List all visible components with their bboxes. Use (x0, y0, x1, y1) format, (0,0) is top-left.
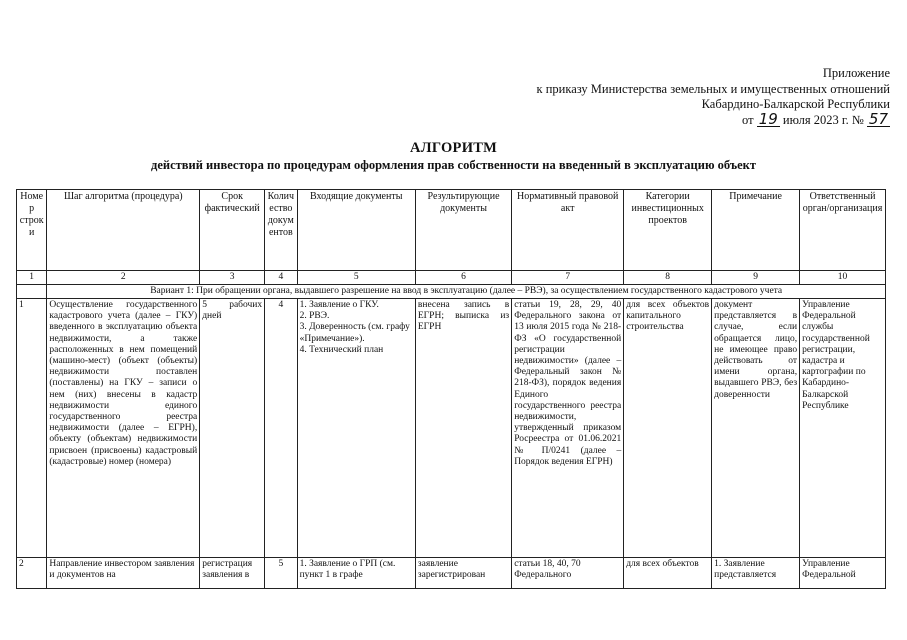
header-cell: Нормативный правовой акт (512, 190, 624, 271)
note-cell: документ представляется в случае, если обращается лицо, не имеющее право действовать от имени органа, выдавшего РВЭ, без доверенности (712, 299, 800, 558)
column-number: 8 (624, 271, 712, 285)
results-cell: заявление зарегистрирован (415, 558, 511, 589)
input-doc-item: 1. Заявление о ГРП (см. пункт 1 в графе (299, 559, 396, 581)
column-number: 1 (17, 271, 47, 285)
header-cell: Входящие документы (297, 190, 415, 271)
note-cell: 1. Заявление представляется (712, 558, 800, 589)
variant-row (17, 285, 886, 299)
act-cell: статьи 19, 28, 29, 40 Федерального закона от 13 июля 2015 года № 218-ФЗ «О государственной регистрации недвижимости» (далее – Федеральный закон № 218-ФЗ), порядок ведения Единого государственного реестра недвижимости, утвержденный приказом Росреестра от 01.06.2021 № П/0241 (далее – Порядок ведения ЕГРН) (512, 299, 624, 558)
input-doc-item: 4. Технический план (299, 344, 384, 355)
act-cell: статьи 18, 40, 70 Федерального (512, 558, 624, 589)
header-row (17, 190, 886, 271)
appendix-line-3: Кабардино-Балкарской Республики (701, 97, 890, 111)
column-number: 5 (297, 271, 415, 285)
date-rest: июля 2023 г. № (782, 112, 864, 127)
inputs-cell (297, 299, 415, 558)
appendix-line-1: Приложение (822, 66, 890, 80)
inputs-cell (297, 558, 415, 589)
input-doc-item: 2. РВЭ. (299, 311, 330, 322)
handwritten-day: 19 (758, 109, 778, 128)
table-row (17, 558, 886, 589)
header-cell: Шаг алгоритма (процедура) (47, 190, 200, 271)
column-number: 7 (512, 271, 624, 285)
header-cell: Ответственный орган/организация (800, 190, 886, 271)
appendix-line-2: к приказу Министерства земельных и имущественных отношений (536, 81, 890, 96)
column-number: 2 (47, 271, 200, 285)
count-cell: 5 (265, 558, 297, 589)
document-title: АЛГОРИТМ (409, 140, 498, 156)
input-doc-item: 3. Доверенность (см. графу «Примечание»). (299, 322, 410, 344)
org-cell: Управление Федеральной службы государственной регистрации, кадастра и картографии по Кабардино-Балкарской Республике (800, 299, 886, 558)
count-cell: 4 (265, 299, 297, 558)
appendix-date-line (470, 109, 890, 129)
org-cell: Управление Федеральной (800, 558, 886, 589)
document-subtitle: действий инвестора по процедурам оформления прав собственности на введенный в эксплуатацию объект (151, 158, 756, 172)
term-cell: 5 рабочих дней (200, 299, 265, 558)
column-number: 6 (415, 271, 511, 285)
column-number-row (17, 271, 886, 285)
category-cell: для всех объектов (624, 558, 712, 589)
row-number: 1 (17, 299, 47, 558)
header-cell: Количество документов (265, 190, 297, 271)
input-doc-item: 1. Заявление о ГКУ. (299, 300, 379, 310)
column-number: 3 (200, 271, 265, 285)
variant-empty-cell (17, 285, 47, 299)
header-cell: Категории инвестиционных проектов (624, 190, 712, 271)
handwritten-order-number: 57 (868, 109, 888, 128)
column-number: 10 (800, 271, 886, 285)
term-cell: регистрация заявления в (200, 558, 265, 589)
step-cell: Осуществление государственного кадастрового учета (далее – ГКУ) введенного в эксплуатацию объекта недвижимости, а также расположенных в нем помещений (машино-мест) (объект (объекты) недвижимости поставлен (поставлены) на ГКУ – записи о нем (них) внесены в кадастр недвижимости единого государственного реестра недвижимости (далее – ЕГРН), объекту (объектам) недвижимости присвоен (присвоены) кадастровый (кадастровые) номер (номера) (47, 299, 200, 558)
row-number: 2 (17, 558, 47, 589)
table-row (17, 299, 886, 558)
results-cell: внесена запись в ЕГРН; выписка из ЕГРН (415, 299, 511, 558)
appendix-block (470, 66, 890, 128)
category-cell: для всех объектов капитального строительства (624, 299, 712, 558)
header-cell: Результирующие документы (415, 190, 511, 271)
header-cell: Примечание (712, 190, 800, 271)
variant-label: Вариант 1: При обращении органа, выдавшего разрешение на ввод в эксплуатацию (далее – РВЭ), за осуществлением государственного кадастрового учета (47, 285, 886, 299)
header-cell: Срок фактический (200, 190, 265, 271)
column-number: 4 (265, 271, 297, 285)
step-cell: Направление инвестором заявления и документов на (47, 558, 200, 589)
column-number: 9 (712, 271, 800, 285)
header-cell: Номер строки (17, 190, 47, 271)
algorithm-table (16, 189, 886, 589)
date-prefix: от (742, 112, 754, 127)
